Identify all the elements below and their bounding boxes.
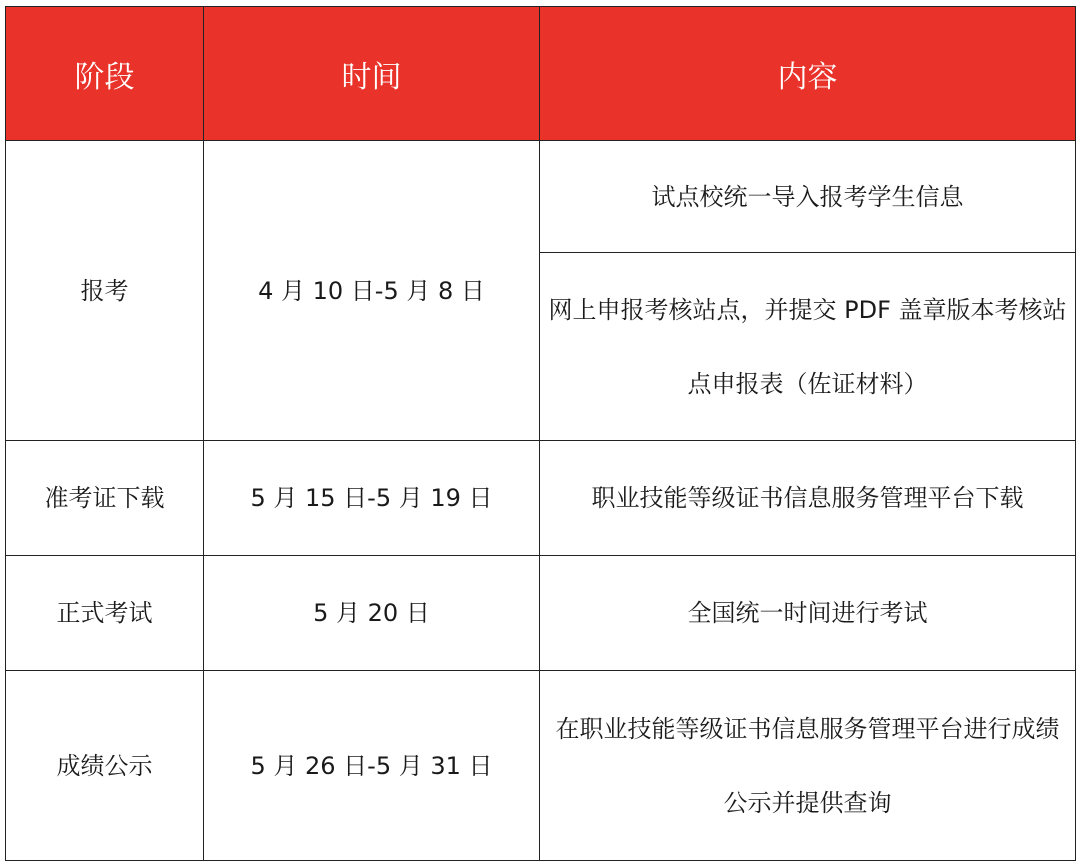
content-cell: 在职业技能等级证书信息服务管理平台进行成绩公示并提供查询 (540, 671, 1076, 861)
table-header (6, 7, 1076, 141)
time-cell: 5 月 20 日 (204, 556, 540, 671)
header-stage: 阶段 (6, 7, 204, 141)
stage-cell: 准考证下载 (6, 441, 204, 556)
table-row (6, 441, 1076, 556)
content-cell: 试点校统一导入报考学生信息 (540, 141, 1076, 253)
table-row (6, 556, 1076, 671)
table-body (6, 141, 1076, 861)
time-cell: 5 月 15 日-5 月 19 日 (204, 441, 540, 556)
stage-cell: 成绩公示 (6, 671, 204, 861)
header-row (6, 7, 1076, 141)
stage-cell: 正式考试 (6, 556, 204, 671)
content-cell: 网上申报考核站点，并提交 PDF 盖章版本考核站点申报表（佐证材料） (540, 253, 1076, 441)
content-cell: 全国统一时间进行考试 (540, 556, 1076, 671)
content-cell: 职业技能等级证书信息服务管理平台下载 (540, 441, 1076, 556)
header-time: 时间 (204, 7, 540, 141)
time-cell: 5 月 26 日-5 月 31 日 (204, 671, 540, 861)
exam-schedule-table (5, 6, 1076, 861)
header-content: 内容 (540, 7, 1076, 141)
stage-cell: 报考 (6, 141, 204, 441)
table-row (6, 141, 1076, 253)
table-row (6, 671, 1076, 861)
time-cell: 4 月 10 日-5 月 8 日 (204, 141, 540, 441)
